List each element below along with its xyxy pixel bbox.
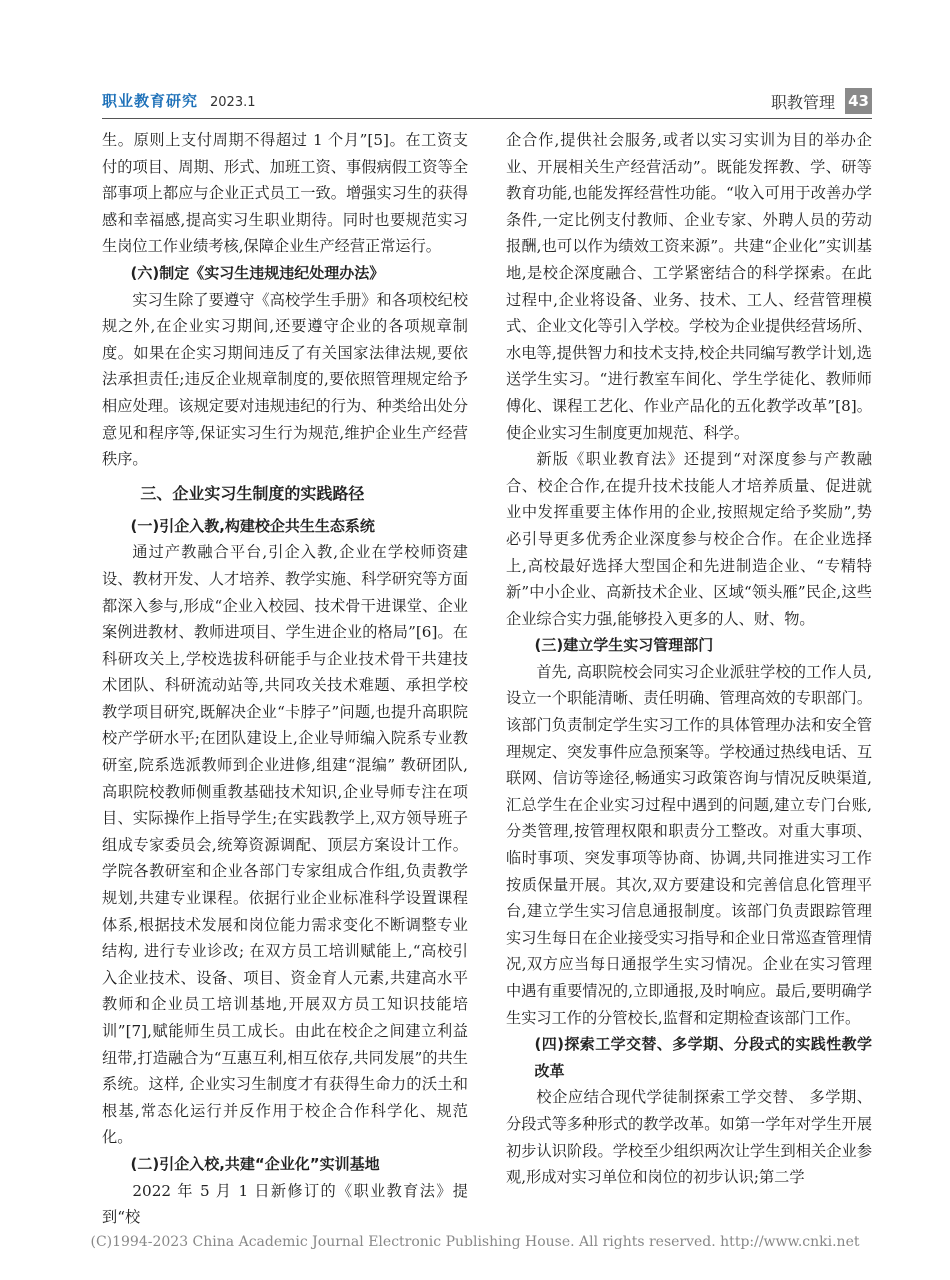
issue-number: 2023.1 [210, 95, 256, 110]
left-column [102, 127, 468, 1231]
paragraph: 实习生除了要遵守《高校学生手册》和各项校纪校规之外,在企业实习期间,还要遵守企业的各项规章制度。如果在企实习期间违反了有关国家法律法规,要依法承担责任;违反企业规章制度的,要依照管理规定给予相应处理。该规定要对违规违纪的行为、种类给出处分意见和程序等,保证实习生行为规范,维护企业生产经营秩序。 [102, 290, 468, 469]
paragraph: 生。原则上支付周期不得超过 1 个月”[5]。在工资支付的项目、周期、形式、加班工资、事假病假工资等全部事项上都应与企业正式员工一致。增强实习生的获得感和幸福感,提高实习生职业期待。同时也要规范实习生岗位工作业绩考核,保障企业生产经营正常运行。 [102, 131, 468, 256]
subheading: (一)引企入教,构建校企共生生态系统 [130, 516, 375, 535]
journal-title: 职业教育研究 [102, 92, 199, 110]
paragraph: 校企应结合现代学徒制探索工学交替、 多学期、分段式等多种形式的教学改革。如第一学年对学生开展初步认识阶段。学校至少组织两次让学生到相关企业参观,形成对实习单位和岗位的初步认识;第二学 [506, 1088, 872, 1187]
subheading: (三)建立学生实习管理部门 [534, 636, 714, 655]
section-name: 职教管理 [770, 92, 835, 112]
paragraph: 企合作,提供社会服务,或者以实习实训为目的举办企业、开展相关生产经营活动”。既能发挥教、学、研等教育功能,也能发挥经营性功能。“收入可用于改善办学条件,一定比例支付教师、企业专家、外聘人员的劳动报酬,也可以作为绩效工资来源”。共建“企业化”实训基地,是校企深度融合、工学紧密结合的科学探索。在此过程中,企业将设备、业务、技术、工人、经营管理模式、企业文化等引入学校。学校为企业提供经营场所、水电等,提供智力和技术支持,校企共同编写教学计划,选送学生实习。“进行教室车间化、学生学徒化、教师师傅化、课程工艺化、作业产品化的五化教学改革”[8]。使企业实习生制度更加规范、科学。 [506, 131, 872, 442]
running-header-right [771, 88, 872, 114]
page-number: 43 [845, 88, 872, 114]
subheading: (四)探索工学交替、多学期、分段式的实践性教学改革 [534, 1035, 872, 1080]
header-rule [102, 118, 872, 119]
running-header-left [102, 90, 256, 111]
paragraph: 新版《职业教育法》还提到“对深度参与产教融合、校企合作,在提升技术技能人才培养质量、促进就业中发挥重要主体作用的企业,按照规定给予奖励”,势必引导更多优秀企业深度参与校企合作。在企业选择上,高校最好选择大型国企和先进制造企业、“专精特新”中小企业、高新技术企业、区域“领头雁”民企,这些企业综合实力强,能够投入更多的人、财、物。 [506, 450, 872, 628]
right-column [506, 127, 872, 1191]
section-heading: 三、企业实习生制度的实践路径 [140, 483, 365, 503]
paragraph: 2022 年 5 月 1 日新修订的《职业教育法》提到“校 [102, 1181, 468, 1227]
subheading: (二)引企入校,共建“企业化”实训基地 [130, 1154, 380, 1173]
paragraph: 通过产教融合平台,引企入教,企业在学校师资建设、教材开发、人才培养、教学实施、科学研究等方面都深入参与,形成“企业入校园、技术骨干进课堂、企业案例进教材、教师进项目、学生进企业的格局”[6]。在科研攻关上,学校选拔科研能手与企业技术骨干共建技术团队、科研流动站等,共同攻关技术难题、承担学校教学项目研究,既解决企业“卡脖子”问题,也提升高职院校产学研水平;在团队建设上,企业导师编入院系专业教研室,院系选派教师到企业进修,组建“混编” 教研团队, 高职院校教师侧重教基础技术知识,企业导师专注在项目、实际操作上指导学生;在实践教学上,双方领导班子组成专家委员会,统筹资源调配、顶层方案设计工作。学院各教研室和企业各部门专家组成合作组,负责教学规划,共建专业课程。依据行业企业标准科学设置课程体系,根据技术发展和岗位能力需求变化不断调整专业结构, 进行专业诊改; 在双方员工培训赋能上,“高校引入企业技术、设备、项目、资金育人元素,共建高水平教师和企业员工培训基地,开展双方员工知识技能培训”[7],赋能师生员工成长。由此在校企之间建立利益纽带,打造融合为“互惠互利,相互依存,共同发展”的共生系统。这样, 企业实习生制度才有获得生命力的沃土和根基,常态化运行并反作用于校企合作科学化、规范化。 [102, 543, 468, 1147]
copyright-footer: (C)1994-2023 China Academic Journal Electronic Publishing House. All rights reserved. http://www.cnki.net [90, 1234, 860, 1250]
subheading: (六)制定《实习生违规违纪处理办法》 [130, 263, 385, 282]
paragraph: 首先, 高职院校会同实习企业派驻学校的工作人员,设立一个职能清晰、责任明确、管理高效的专职部门。该部门负责制定学生实习工作的具体管理办法和安全管理规定、突发事件应急预案等。学校通过热线电话、互联网、信访等途径,畅通实习政策咨询与情况反映渠道,汇总学生在企业实习过程中遇到的问题,建立专门台账,分类管理,按管理权限和职责分工整改。对重大事项、临时事项、突发事项等协商、协调,共同推进实习工作按质保量开展。其次,双方要建设和完善信息化管理平台,建立学生实习信息通报制度。该部门负责跟踪管理实习生每日在企业接受实习指导和企业日常巡查管理情况,双方应当每日通报学生实习情况。企业在实习管理中遇有重要情况的,立即通报,及时响应。最后,要明确学生实习工作的分管校长,监督和定期检查该部门工作。 [506, 662, 872, 1027]
